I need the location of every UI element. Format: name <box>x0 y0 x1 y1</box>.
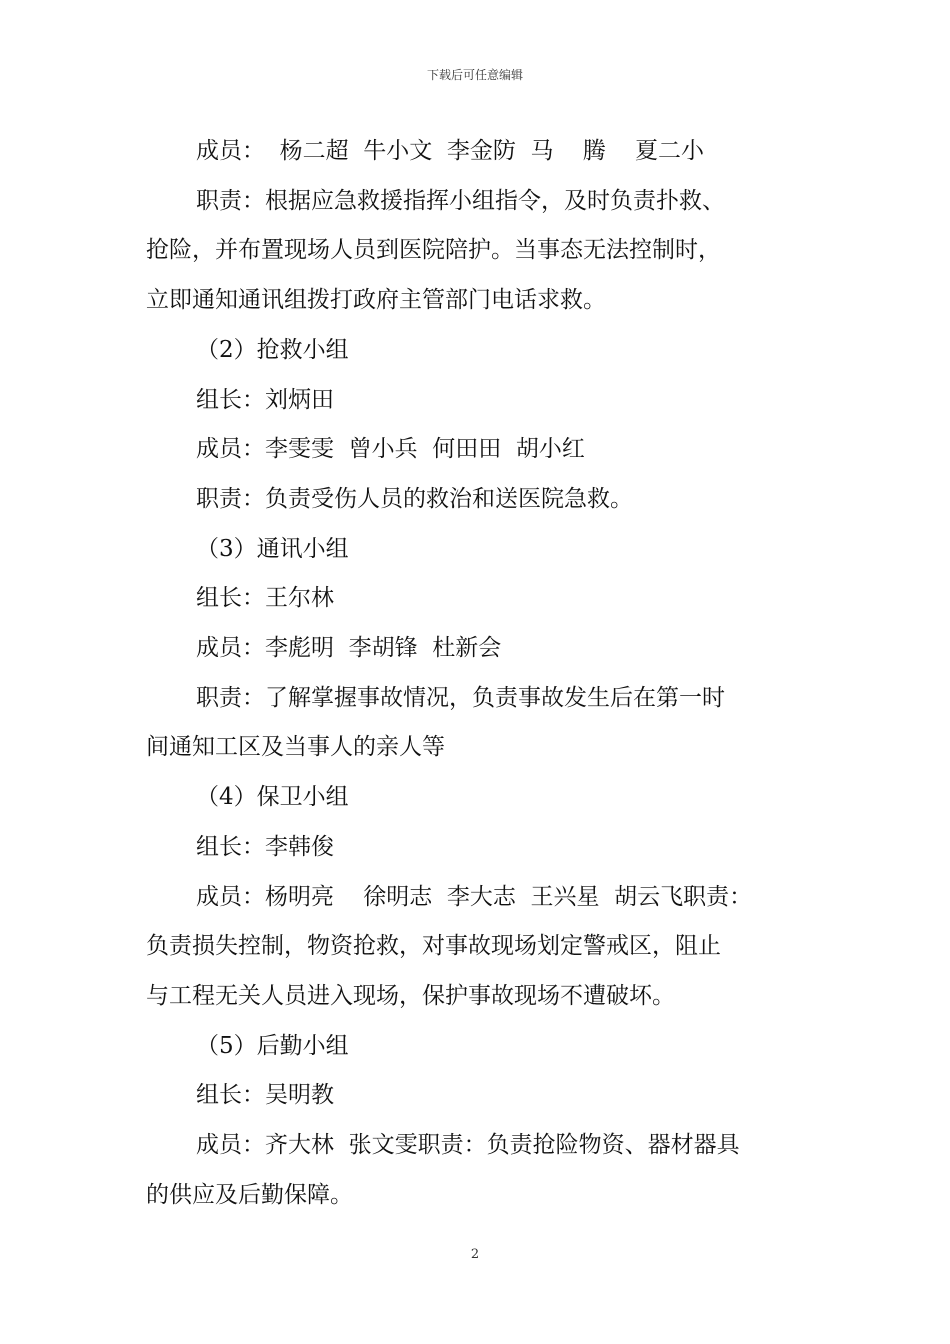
paragraph-line: 负责损失控制，物资抢救，对事故现场划定警戒区，阻止 <box>146 933 721 960</box>
paragraph-line: 成员：齐大林 张文雯职责：负责抢险物资、器材器具 <box>196 1132 740 1159</box>
document-body <box>146 127 808 1220</box>
paragraph-line: 的供应及后勤保障。 <box>146 1181 353 1208</box>
paragraph-line: 成员：李雯雯 曾小兵 何田田 胡小红 <box>196 436 585 463</box>
paragraph-line: 成员：杨明亮 徐明志 李大志 王兴星 胡云飞职责： <box>196 883 753 910</box>
paragraph-line: 成员：李彪明 李胡锋 杜新会 <box>196 635 502 662</box>
section-heading: （5）后勤小组 <box>196 1032 349 1059</box>
paragraph-line: 组长：刘炳田 <box>196 386 334 413</box>
paragraph-line: 组长：王尔林 <box>196 585 334 612</box>
paragraph-line: 与工程无关人员进入现场，保护事故现场不遭破坏。 <box>146 982 675 1009</box>
paragraph-line: 间通知工区及当事人的亲人等 <box>146 734 445 761</box>
paragraph-line: 职责：负责受伤人员的救治和送医院急救。 <box>196 485 633 512</box>
paragraph-line: 职责：根据应急救援指挥小组指令，及时负责扑救、 <box>196 187 725 214</box>
section-heading: （2）抢救小组 <box>196 336 349 363</box>
page-header: 下载后可任意编辑 <box>426 68 523 82</box>
paragraph-line: 职责：了解掌握事故情况，负责事故发生后在第一时 <box>196 684 725 711</box>
page-number: 2 <box>470 1247 480 1262</box>
section-heading: （3）通讯小组 <box>196 535 349 562</box>
paragraph-line: 成员： 杨二超 牛小文 李金防 马 腾 夏二小 <box>196 138 704 164</box>
paragraph-line: 抢险，并布置现场人员到医院陪护。当事态无法控制时， <box>146 237 721 264</box>
paragraph-line: 组长：李韩俊 <box>196 833 334 860</box>
section-heading: （4）保卫小组 <box>196 784 349 811</box>
paragraph-line: 组长：吴明教 <box>196 1082 334 1109</box>
paragraph-line: 立即通知通讯组拨打政府主管部门电话求救。 <box>146 287 606 314</box>
